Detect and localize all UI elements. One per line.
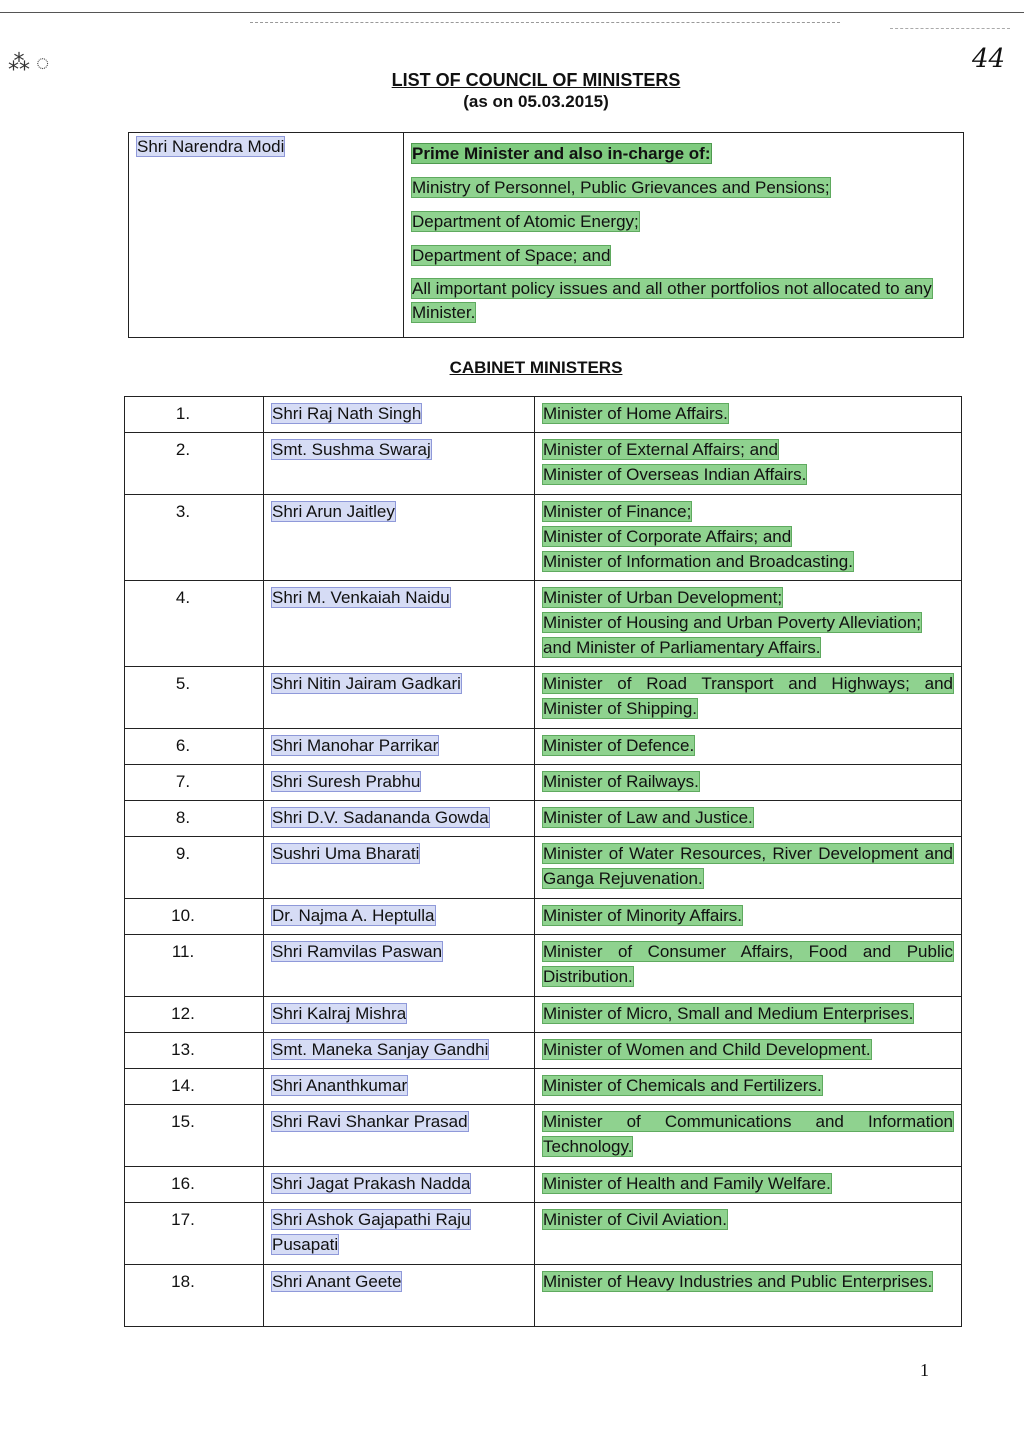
table-row: [125, 1265, 962, 1327]
table-row: [125, 801, 962, 837]
portfolio-cell: [535, 397, 962, 433]
minister-name-cell: [264, 765, 535, 801]
table-row: [125, 729, 962, 765]
pm-role-line: [412, 239, 955, 273]
portfolio-text: Minister of Chemicals and Fertilizers.: [543, 1076, 822, 1095]
portfolio-cell: [535, 1265, 962, 1327]
portfolio-cell: [535, 899, 962, 935]
document-subtitle: (as on 05.03.2015): [463, 92, 609, 111]
scan-artifact-rule: [890, 28, 1010, 29]
portfolio-text: Minister of Urban Development; Minister of Housing and Urban Poverty Alleviation; and Minister of Parliamentary Affairs.: [543, 588, 921, 657]
table-row: [125, 1105, 962, 1167]
page-number: 1: [920, 1360, 929, 1380]
scan-artifact-icon: ⁂ ◌: [8, 50, 50, 75]
minister-name-cell: [264, 1265, 535, 1327]
row-number: 11.: [125, 935, 264, 997]
portfolio-cell: [535, 1069, 962, 1105]
minister-name-cell: [264, 667, 535, 729]
minister-name-cell: [264, 1203, 535, 1265]
row-number: 6.: [125, 729, 264, 765]
table-row: [125, 997, 962, 1033]
portfolio-text: Minister of Water Resources, River Development and Ganga Rejuvenation.: [543, 844, 953, 888]
minister-name-cell: [264, 397, 535, 433]
minister-name: Shri Manohar Parrikar: [272, 736, 439, 755]
portfolio-text: Minister of Women and Child Development.: [543, 1040, 871, 1059]
row-number: 8.: [125, 801, 264, 837]
handwritten-page-mark: 44: [972, 44, 1006, 74]
row-number: 15.: [125, 1105, 264, 1167]
minister-name: Shri Anant Geete: [272, 1272, 402, 1291]
minister-name: Shri Suresh Prabhu: [272, 772, 421, 791]
pm-role-line: [412, 171, 955, 205]
minister-name: Shri Ashok Gajapathi Raju Pusapati: [272, 1210, 471, 1254]
minister-name: Shri Ananthkumar: [272, 1076, 408, 1095]
minister-name: Shri Ravi Shankar Prasad: [272, 1112, 468, 1131]
portfolio-text: Minister of Home Affairs.: [543, 404, 728, 423]
portfolio-text: Minister of Finance; Minister of Corporate Affairs; and Minister of Information and Broadcasting.: [543, 502, 853, 571]
portfolio-text: Minister of Heavy Industries and Public Enterprises.: [543, 1272, 933, 1291]
portfolio-cell: [535, 801, 962, 837]
row-number: 16.: [125, 1167, 264, 1203]
minister-name: Shri D.V. Sadananda Gowda: [272, 808, 489, 827]
portfolio-cell: [535, 837, 962, 899]
document-title: LIST OF COUNCIL OF MINISTERS: [391, 70, 681, 90]
table-row: [129, 133, 964, 338]
row-number: 12.: [125, 997, 264, 1033]
minister-name-cell: [264, 801, 535, 837]
portfolio-text: Minister of Road Transport and Highways; and Minister of Shipping.: [543, 674, 953, 718]
minister-name-cell: [264, 729, 535, 765]
portfolio-text: Minister of External Affairs; and Minister of Overseas Indian Affairs.: [543, 440, 807, 484]
row-number: 5.: [125, 667, 264, 729]
pm-role-text: Department of Atomic Energy;: [412, 212, 639, 231]
top-rule: [0, 12, 1024, 13]
minister-name-cell: [264, 837, 535, 899]
portfolio-text: Minister of Railways.: [543, 772, 699, 791]
table-row: [125, 837, 962, 899]
row-number: 4.: [125, 581, 264, 667]
minister-name: Shri Arun Jaitley: [272, 502, 395, 521]
row-number: 9.: [125, 837, 264, 899]
pm-role-line: [412, 277, 955, 325]
portfolio-cell: [535, 667, 962, 729]
minister-name-cell: [264, 581, 535, 667]
table-row: [125, 765, 962, 801]
pm-roles-cell: [404, 133, 964, 338]
table-row: [125, 1033, 962, 1069]
minister-name-cell: [264, 433, 535, 495]
portfolio-text: Minister of Law and Justice.: [543, 808, 753, 827]
prime-minister-table: [128, 132, 964, 338]
minister-name-cell: [264, 1167, 535, 1203]
portfolio-text: Minister of Micro, Small and Medium Enterprises.: [543, 1004, 914, 1023]
cabinet-ministers-body: [125, 397, 962, 1327]
portfolio-cell: [535, 495, 962, 581]
portfolio-text: Minister of Defence.: [543, 736, 695, 755]
table-row: [125, 581, 962, 667]
minister-name-cell: [264, 1033, 535, 1069]
portfolio-cell: [535, 1105, 962, 1167]
portfolio-cell: [535, 729, 962, 765]
row-number: 1.: [125, 397, 264, 433]
pm-name: Shri Narendra Modi: [137, 137, 285, 156]
minister-name-cell: [264, 935, 535, 997]
pm-role-text: Department of Space; and: [412, 246, 611, 265]
section-heading: CABINET MINISTERS: [449, 358, 623, 377]
portfolio-cell: [535, 1203, 962, 1265]
portfolio-text: Minister of Communications and Information Technology.: [543, 1112, 953, 1156]
table-row: [125, 667, 962, 729]
pm-name-cell: [129, 133, 404, 338]
pm-role-text: All important policy issues and all other portfolios not allocated to any Minister.: [412, 279, 932, 322]
minister-name-cell: [264, 1105, 535, 1167]
portfolio-cell: [535, 997, 962, 1033]
pm-role-line: [412, 205, 955, 239]
minister-name: Shri Nitin Jairam Gadkari: [272, 674, 461, 693]
table-row: [125, 1167, 962, 1203]
row-number: 14.: [125, 1069, 264, 1105]
minister-name: Smt. Sushma Swaraj: [272, 440, 431, 459]
minister-name: Shri Raj Nath Singh: [272, 404, 422, 423]
scan-artifact-rule: [250, 22, 840, 23]
minister-name: Shri Kalraj Mishra: [272, 1004, 407, 1023]
table-row: [125, 935, 962, 997]
table-row: [125, 495, 962, 581]
minister-name-cell: [264, 495, 535, 581]
portfolio-cell: [535, 935, 962, 997]
pm-role-text: Ministry of Personnel, Public Grievances and Pensions;: [412, 178, 830, 197]
table-row: [125, 1069, 962, 1105]
row-number: 13.: [125, 1033, 264, 1069]
row-number: 17.: [125, 1203, 264, 1265]
minister-name-cell: [264, 997, 535, 1033]
pm-role-text: Prime Minister and also in-charge of:: [412, 144, 711, 163]
portfolio-cell: [535, 1167, 962, 1203]
portfolio-text: Minister of Consumer Affairs, Food and Public Distribution.: [543, 942, 953, 986]
table-row: [125, 1203, 962, 1265]
portfolio-text: Minister of Health and Family Welfare.: [543, 1174, 831, 1193]
portfolio-text: Minister of Minority Affairs.: [543, 906, 743, 925]
portfolio-cell: [535, 1033, 962, 1069]
minister-name: Shri Ramvilas Paswan: [272, 942, 443, 961]
table-row: [125, 397, 962, 433]
row-number: 10.: [125, 899, 264, 935]
minister-name-cell: [264, 899, 535, 935]
portfolio-cell: [535, 765, 962, 801]
minister-name-cell: [264, 1069, 535, 1105]
minister-name: Shri Jagat Prakash Nadda: [272, 1174, 471, 1193]
portfolio-text: Minister of Civil Aviation.: [543, 1210, 727, 1229]
row-number: 7.: [125, 765, 264, 801]
cabinet-ministers-table: [124, 396, 962, 1327]
row-number: 3.: [125, 495, 264, 581]
row-number: 2.: [125, 433, 264, 495]
row-number: 18.: [125, 1265, 264, 1327]
minister-name: Shri M. Venkaiah Naidu: [272, 588, 450, 607]
portfolio-cell: [535, 581, 962, 667]
minister-name: Smt. Maneka Sanjay Gandhi: [272, 1040, 489, 1059]
portfolio-cell: [535, 433, 962, 495]
table-row: [125, 433, 962, 495]
pm-role-line: [412, 137, 955, 171]
minister-name: Dr. Najma A. Heptulla: [272, 906, 435, 925]
table-row: [125, 899, 962, 935]
minister-name: Sushri Uma Bharati: [272, 844, 420, 863]
